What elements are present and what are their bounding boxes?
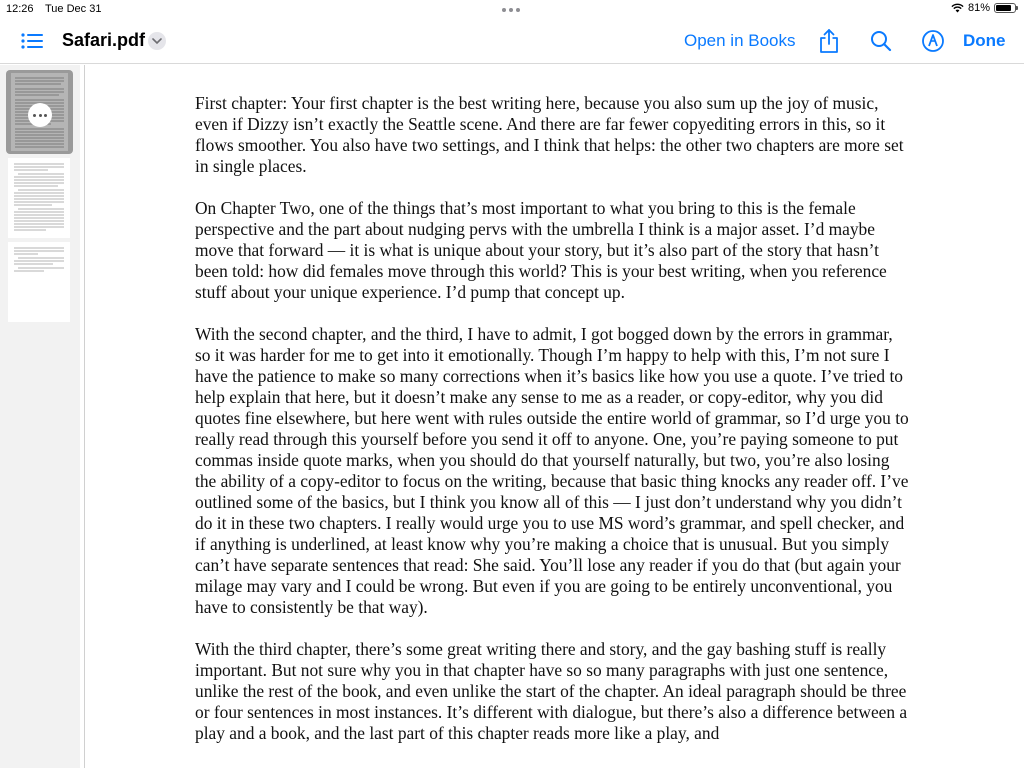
thumbnail-page-3[interactable] <box>8 242 70 322</box>
document-title[interactable]: Safari.pdf <box>62 30 146 50</box>
status-time: 12:26 <box>6 3 34 15</box>
open-in-books-button[interactable]: Open in Books <box>684 31 796 50</box>
thumbnail-page-1[interactable] <box>6 70 73 154</box>
toolbar <box>0 20 1024 64</box>
wifi-icon <box>951 3 964 13</box>
markup-icon[interactable] <box>921 29 945 53</box>
thumbnail-page-1-preview <box>11 73 68 151</box>
paragraph-2: On Chapter Two, one of the things that’s most important to what you bring to this is the female perspective and the part about nudging pervs with the umbrella I think is a major asset. I’d maybe move that forward — it is what is unique about your story, but it’s also part of the story that hasn’t been told: how did females move through this world? This is your best writing, when you reference stuff about your unique experience. I’d pump that concept up. <box>195 198 887 302</box>
chevron-down-icon[interactable] <box>148 32 166 50</box>
page-text <box>195 93 910 765</box>
paragraph-3: With the second chapter, and the third, I have to admit, I got bogged down by the errors in grammar, so it was harder for me to get into it emotionally. Though I’m happy to help with this, I’m not sure I have the patience to make so many corrections when it’s basics like how you use a quote. I’ve tried to help explain that here, but it doesn’t make any sense to me as a reader, or copy-editor, why you did quotes fine elsewhere, but here went with rules outside the entire world of grammar, so I’d urge you to really read through this yourself before you send it off to anyone. One, you’re paying someone to put commas inside quote marks, when you should do that yourself naturally, but two, you’re also losing the ability of a copy-editor to focus on the writing, because that basic thing knocks any reader off. I’ve outlined some of the basics, but I think you know all of this — I just don’t understand why you didn’t do it in these two chapters. I really would urge you to use MS word’s grammar, and spell checker, and if anything is underlined, at least know why you’re making a choice that is unusual. But you simply can’t have separate sentences that read: She said. You’ll lose any reader if you do that (but again your milage may vary and I could be wrong. But even if you are going to be entirely unconventional, you have to consistently be that way). <box>195 324 909 617</box>
battery-icon <box>994 3 1016 13</box>
status-bar <box>0 0 1024 20</box>
search-icon[interactable] <box>870 30 892 52</box>
done-button[interactable]: Done <box>963 31 1006 50</box>
thumbnail-sidebar <box>0 65 80 768</box>
more-icon[interactable] <box>28 103 52 127</box>
multitasking-dots-icon[interactable] <box>502 8 520 12</box>
share-icon[interactable] <box>818 28 840 54</box>
thumbnail-page-2[interactable] <box>8 158 70 238</box>
status-date: Tue Dec 31 <box>45 3 102 15</box>
paragraph-4: With the third chapter, there’s some great writing there and story, and the gay bashing stuff is really important. But not sure why you in that chapter have so so many paragraphs with just one sentence, unlike the rest of the book, and even unlike the start of the chapter. An ideal paragraph should be three or four sentences in most instances. It’s different with dialogue, but there’s also a difference between a play and a book, and the last part of this chapter reads more like a play, and <box>195 639 908 743</box>
thumbnail-text-lines <box>8 242 70 322</box>
list-icon[interactable] <box>20 31 44 51</box>
status-right <box>951 2 1016 14</box>
pdf-page[interactable] <box>84 65 1024 768</box>
battery-percent: 81% <box>967 2 990 14</box>
thumbnail-text-lines <box>8 158 70 238</box>
battery-fill <box>996 5 1011 11</box>
paragraph-1: First chapter: Your first chapter is the best writing here, because you also sum up the joy of music, even if Dizzy isn’t exactly the Seattle scene. And there are far fewer copyediting errors in this, so it flows smoother. You also have two settings, and I think that helps: the other two chapters are more set in single places. <box>195 93 904 176</box>
